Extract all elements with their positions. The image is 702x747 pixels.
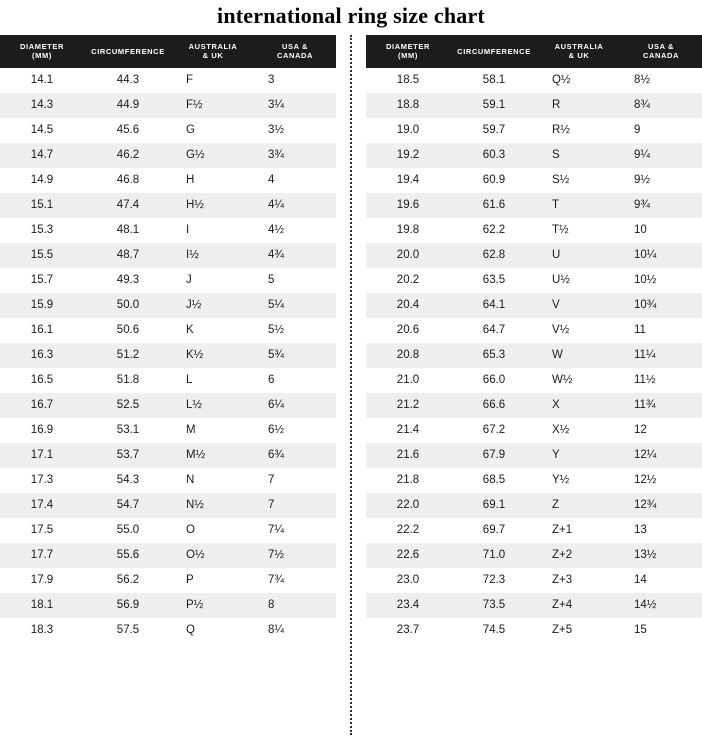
cell-australia-uk: F <box>172 68 254 93</box>
table-row <box>366 393 702 418</box>
cell-circumference: 50.6 <box>84 318 172 343</box>
cell-circumference: 48.1 <box>84 218 172 243</box>
cell-usa-canada: 6½ <box>254 418 336 443</box>
cell-diameter: 19.2 <box>366 143 450 168</box>
column-header-usa-canada <box>254 35 336 68</box>
cell-diameter: 16.7 <box>0 393 84 418</box>
cell-diameter: 18.3 <box>0 618 84 643</box>
cell-diameter: 16.3 <box>0 343 84 368</box>
header-line-2: (MM) <box>32 51 52 61</box>
cell-diameter: 18.1 <box>0 593 84 618</box>
cell-diameter: 14.1 <box>0 68 84 93</box>
cell-usa-canada: 4 <box>254 168 336 193</box>
table-row <box>366 268 702 293</box>
cell-diameter: 17.7 <box>0 543 84 568</box>
cell-circumference: 59.1 <box>450 93 538 118</box>
cell-circumference: 69.1 <box>450 493 538 518</box>
cell-usa-canada: 15 <box>620 618 702 643</box>
cell-usa-canada: 12¼ <box>620 443 702 468</box>
cell-australia-uk: Z <box>538 493 620 518</box>
cell-circumference: 44.9 <box>84 93 172 118</box>
header-line-2: CANADA <box>642 51 680 61</box>
cell-usa-canada: 14½ <box>620 593 702 618</box>
cell-circumference: 54.7 <box>84 493 172 518</box>
table-row <box>0 143 336 168</box>
cell-usa-canada: 10¼ <box>620 243 702 268</box>
cell-usa-canada: 7 <box>254 468 336 493</box>
cell-diameter: 16.1 <box>0 318 84 343</box>
cell-usa-canada: 11½ <box>620 368 702 393</box>
cell-australia-uk: X <box>538 393 620 418</box>
cell-australia-uk: Y½ <box>538 468 620 493</box>
table-row <box>366 193 702 218</box>
cell-australia-uk: T½ <box>538 218 620 243</box>
cell-usa-canada: 7½ <box>254 543 336 568</box>
table-row <box>0 193 336 218</box>
table-row <box>0 443 336 468</box>
header-line-1: AUSTRALIA <box>554 42 604 51</box>
cell-diameter: 21.6 <box>366 443 450 468</box>
table-row <box>0 268 336 293</box>
cell-diameter: 20.6 <box>366 318 450 343</box>
ring-size-table-left <box>0 35 336 643</box>
cell-usa-canada: 8¾ <box>620 93 702 118</box>
table-row <box>366 293 702 318</box>
cell-australia-uk: V <box>538 293 620 318</box>
cell-usa-canada: 9¼ <box>620 143 702 168</box>
table-row <box>366 618 702 643</box>
cell-circumference: 66.6 <box>450 393 538 418</box>
header-line-1: CIRCUMFERENCE <box>457 46 531 56</box>
header-line-2: & UK <box>568 51 590 61</box>
cell-usa-canada: 11 <box>620 318 702 343</box>
table-row <box>0 518 336 543</box>
cell-diameter: 14.5 <box>0 118 84 143</box>
cell-usa-canada: 9 <box>620 118 702 143</box>
cell-australia-uk: P <box>172 568 254 593</box>
cell-diameter: 18.8 <box>366 93 450 118</box>
table-row <box>0 418 336 443</box>
cell-diameter: 23.0 <box>366 568 450 593</box>
cell-circumference: 55.6 <box>84 543 172 568</box>
page-title: international ring size chart <box>217 3 485 28</box>
cell-australia-uk: J½ <box>172 293 254 318</box>
table-row <box>0 368 336 393</box>
cell-australia-uk: U½ <box>538 268 620 293</box>
cell-circumference: 67.2 <box>450 418 538 443</box>
cell-usa-canada: 14 <box>620 568 702 593</box>
cell-usa-canada: 11¼ <box>620 343 702 368</box>
cell-usa-canada: 13 <box>620 518 702 543</box>
cell-australia-uk: R½ <box>538 118 620 143</box>
table-row <box>0 343 336 368</box>
cell-diameter: 23.7 <box>366 618 450 643</box>
cell-australia-uk: S½ <box>538 168 620 193</box>
cell-circumference: 44.3 <box>84 68 172 93</box>
cell-usa-canada: 10¾ <box>620 293 702 318</box>
cell-diameter: 19.4 <box>366 168 450 193</box>
cell-usa-canada: 11¾ <box>620 393 702 418</box>
table-row <box>0 543 336 568</box>
cell-australia-uk: Q <box>172 618 254 643</box>
cell-circumference: 56.9 <box>84 593 172 618</box>
tables-container <box>0 35 702 735</box>
cell-usa-canada: 4¾ <box>254 243 336 268</box>
table-row <box>366 93 702 118</box>
table-row <box>0 118 336 143</box>
cell-usa-canada: 12¾ <box>620 493 702 518</box>
cell-circumference: 64.1 <box>450 293 538 318</box>
header-row <box>366 35 702 68</box>
header-line-1: DIAMETER <box>386 42 430 51</box>
cell-australia-uk: H <box>172 168 254 193</box>
table-row <box>0 468 336 493</box>
cell-circumference: 46.2 <box>84 143 172 168</box>
cell-diameter: 22.2 <box>366 518 450 543</box>
table-row <box>0 93 336 118</box>
table-row <box>0 243 336 268</box>
cell-australia-uk: H½ <box>172 193 254 218</box>
vertical-dotted-divider <box>336 35 366 735</box>
table-row <box>366 318 702 343</box>
cell-australia-uk: Z+3 <box>538 568 620 593</box>
cell-circumference: 64.7 <box>450 318 538 343</box>
cell-diameter: 17.5 <box>0 518 84 543</box>
cell-diameter: 20.0 <box>366 243 450 268</box>
cell-australia-uk: W <box>538 343 620 368</box>
cell-circumference: 45.6 <box>84 118 172 143</box>
cell-diameter: 18.5 <box>366 68 450 93</box>
cell-circumference: 61.6 <box>450 193 538 218</box>
cell-usa-canada: 13½ <box>620 543 702 568</box>
table-row <box>366 368 702 393</box>
cell-circumference: 53.7 <box>84 443 172 468</box>
table-row <box>366 143 702 168</box>
cell-diameter: 15.3 <box>0 218 84 243</box>
cell-diameter: 20.8 <box>366 343 450 368</box>
table-row <box>366 593 702 618</box>
table-row <box>366 243 702 268</box>
cell-circumference: 54.3 <box>84 468 172 493</box>
cell-circumference: 72.3 <box>450 568 538 593</box>
table-body-right <box>366 68 702 643</box>
cell-australia-uk: S <box>538 143 620 168</box>
column-header-usa-canada <box>620 35 702 68</box>
cell-usa-canada: 3 <box>254 68 336 93</box>
ring-size-chart-page <box>0 3 702 747</box>
table-row <box>0 218 336 243</box>
table-row <box>0 68 336 93</box>
table-row <box>0 293 336 318</box>
header-line-2: & UK <box>202 51 224 61</box>
cell-diameter: 17.1 <box>0 443 84 468</box>
header-line-1: DIAMETER <box>20 42 64 51</box>
cell-diameter: 19.6 <box>366 193 450 218</box>
cell-usa-canada: 7¼ <box>254 518 336 543</box>
header-line-1: USA & <box>281 42 309 51</box>
cell-circumference: 62.2 <box>450 218 538 243</box>
table-row <box>0 393 336 418</box>
table-row <box>366 493 702 518</box>
cell-circumference: 47.4 <box>84 193 172 218</box>
cell-circumference: 46.8 <box>84 168 172 193</box>
table-row <box>366 418 702 443</box>
cell-diameter: 14.7 <box>0 143 84 168</box>
cell-diameter: 17.3 <box>0 468 84 493</box>
table-header-right <box>366 35 702 68</box>
cell-australia-uk: F½ <box>172 93 254 118</box>
column-header-australia-uk <box>172 35 254 68</box>
cell-circumference: 56.2 <box>84 568 172 593</box>
cell-usa-canada: 6¼ <box>254 393 336 418</box>
cell-circumference: 51.8 <box>84 368 172 393</box>
cell-circumference: 60.9 <box>450 168 538 193</box>
cell-australia-uk: X½ <box>538 418 620 443</box>
table-row <box>366 518 702 543</box>
table-row <box>0 568 336 593</box>
cell-australia-uk: P½ <box>172 593 254 618</box>
header-line-2: CANADA <box>276 51 314 61</box>
left-table-wrapper <box>0 35 336 643</box>
cell-usa-canada: 4½ <box>254 218 336 243</box>
cell-australia-uk: T <box>538 193 620 218</box>
cell-diameter: 20.4 <box>366 293 450 318</box>
cell-australia-uk: Z+1 <box>538 518 620 543</box>
cell-circumference: 57.5 <box>84 618 172 643</box>
table-body-left <box>0 68 336 643</box>
column-header-circumference <box>84 35 172 68</box>
cell-usa-canada: 6¾ <box>254 443 336 468</box>
cell-diameter: 15.9 <box>0 293 84 318</box>
cell-circumference: 50.0 <box>84 293 172 318</box>
cell-circumference: 58.1 <box>450 68 538 93</box>
cell-diameter: 21.2 <box>366 393 450 418</box>
table-row <box>0 618 336 643</box>
header-line-2: (MM) <box>398 51 418 61</box>
cell-circumference: 65.3 <box>450 343 538 368</box>
cell-diameter: 15.5 <box>0 243 84 268</box>
cell-australia-uk: K <box>172 318 254 343</box>
cell-usa-canada: 5½ <box>254 318 336 343</box>
cell-usa-canada: 9¾ <box>620 193 702 218</box>
cell-circumference: 60.3 <box>450 143 538 168</box>
cell-australia-uk: O <box>172 518 254 543</box>
cell-usa-canada: 7¾ <box>254 568 336 593</box>
cell-australia-uk: I <box>172 218 254 243</box>
cell-circumference: 62.8 <box>450 243 538 268</box>
table-row <box>0 318 336 343</box>
cell-australia-uk: R <box>538 93 620 118</box>
column-header-diameter <box>366 35 450 68</box>
cell-australia-uk: L½ <box>172 393 254 418</box>
cell-circumference: 66.0 <box>450 368 538 393</box>
table-row <box>366 468 702 493</box>
cell-australia-uk: Q½ <box>538 68 620 93</box>
table-row <box>0 593 336 618</box>
cell-circumference: 53.1 <box>84 418 172 443</box>
cell-diameter: 21.8 <box>366 468 450 493</box>
table-row <box>366 543 702 568</box>
cell-diameter: 21.4 <box>366 418 450 443</box>
cell-circumference: 59.7 <box>450 118 538 143</box>
cell-usa-canada: 9½ <box>620 168 702 193</box>
cell-usa-canada: 5 <box>254 268 336 293</box>
cell-circumference: 74.5 <box>450 618 538 643</box>
table-row <box>366 68 702 93</box>
cell-diameter: 17.4 <box>0 493 84 518</box>
cell-australia-uk: V½ <box>538 318 620 343</box>
cell-australia-uk: G <box>172 118 254 143</box>
column-header-diameter <box>0 35 84 68</box>
table-row <box>366 168 702 193</box>
cell-diameter: 19.8 <box>366 218 450 243</box>
ring-size-table-right <box>366 35 702 643</box>
cell-australia-uk: M½ <box>172 443 254 468</box>
cell-circumference: 49.3 <box>84 268 172 293</box>
table-row <box>0 168 336 193</box>
table-row <box>366 568 702 593</box>
cell-usa-canada: 12 <box>620 418 702 443</box>
cell-usa-canada: 10 <box>620 218 702 243</box>
cell-usa-canada: 3¾ <box>254 143 336 168</box>
header-row <box>0 35 336 68</box>
cell-usa-canada: 8 <box>254 593 336 618</box>
cell-circumference: 51.2 <box>84 343 172 368</box>
table-header-left <box>0 35 336 68</box>
cell-usa-canada: 12½ <box>620 468 702 493</box>
right-table-wrapper <box>366 35 702 643</box>
cell-usa-canada: 3½ <box>254 118 336 143</box>
cell-diameter: 22.6 <box>366 543 450 568</box>
cell-australia-uk: G½ <box>172 143 254 168</box>
cell-diameter: 15.7 <box>0 268 84 293</box>
cell-usa-canada: 8½ <box>620 68 702 93</box>
table-row <box>366 343 702 368</box>
cell-diameter: 14.3 <box>0 93 84 118</box>
cell-diameter: 21.0 <box>366 368 450 393</box>
cell-circumference: 55.0 <box>84 518 172 543</box>
cell-circumference: 48.7 <box>84 243 172 268</box>
cell-circumference: 52.5 <box>84 393 172 418</box>
cell-usa-canada: 3¼ <box>254 93 336 118</box>
cell-circumference: 68.5 <box>450 468 538 493</box>
cell-australia-uk: Z+4 <box>538 593 620 618</box>
cell-usa-canada: 4¼ <box>254 193 336 218</box>
cell-diameter: 17.9 <box>0 568 84 593</box>
cell-australia-uk: Z+5 <box>538 618 620 643</box>
header-line-1: AUSTRALIA <box>188 42 238 51</box>
cell-diameter: 20.2 <box>366 268 450 293</box>
cell-usa-canada: 6 <box>254 368 336 393</box>
cell-australia-uk: K½ <box>172 343 254 368</box>
cell-australia-uk: O½ <box>172 543 254 568</box>
cell-circumference: 69.7 <box>450 518 538 543</box>
cell-circumference: 73.5 <box>450 593 538 618</box>
cell-australia-uk: M <box>172 418 254 443</box>
cell-diameter: 22.0 <box>366 493 450 518</box>
cell-circumference: 67.9 <box>450 443 538 468</box>
header-line-1: USA & <box>647 42 675 51</box>
cell-australia-uk: Z+2 <box>538 543 620 568</box>
cell-australia-uk: N <box>172 468 254 493</box>
table-row <box>366 118 702 143</box>
cell-australia-uk: L <box>172 368 254 393</box>
table-row <box>0 493 336 518</box>
cell-diameter: 19.0 <box>366 118 450 143</box>
cell-circumference: 63.5 <box>450 268 538 293</box>
table-row <box>366 218 702 243</box>
cell-diameter: 16.5 <box>0 368 84 393</box>
divider-line <box>350 35 352 735</box>
cell-australia-uk: N½ <box>172 493 254 518</box>
cell-diameter: 14.9 <box>0 168 84 193</box>
cell-australia-uk: I½ <box>172 243 254 268</box>
cell-usa-canada: 5¼ <box>254 293 336 318</box>
cell-usa-canada: 7 <box>254 493 336 518</box>
header-line-1: CIRCUMFERENCE <box>91 46 165 56</box>
column-header-australia-uk <box>538 35 620 68</box>
cell-diameter: 23.4 <box>366 593 450 618</box>
cell-diameter: 15.1 <box>0 193 84 218</box>
column-header-circumference <box>450 35 538 68</box>
cell-usa-canada: 8¼ <box>254 618 336 643</box>
cell-diameter: 16.9 <box>0 418 84 443</box>
cell-usa-canada: 10½ <box>620 268 702 293</box>
cell-usa-canada: 5¾ <box>254 343 336 368</box>
cell-australia-uk: U <box>538 243 620 268</box>
cell-australia-uk: Y <box>538 443 620 468</box>
cell-australia-uk: W½ <box>538 368 620 393</box>
table-row <box>366 443 702 468</box>
cell-australia-uk: J <box>172 268 254 293</box>
cell-circumference: 71.0 <box>450 543 538 568</box>
